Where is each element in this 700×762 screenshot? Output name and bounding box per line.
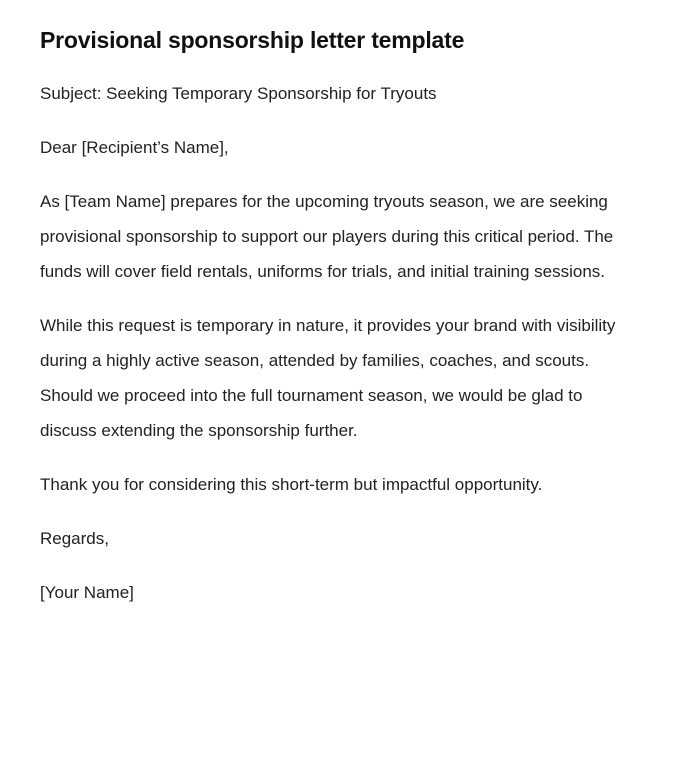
letter-subject-line: Subject: Seeking Temporary Sponsorship for Tryouts (40, 83, 437, 103)
letter-body-paragraph-1: As [Team Name] prepares for the upcoming tryouts season, we are seeking provisional sponsorship to support our players during this critical period. The funds will cover field rentals, uniforms for trials, and initial training sessions. (40, 191, 614, 281)
letter-body-paragraph-2: While this request is temporary in nature, it provides your brand with visibility during a highly active season, attended by families, coaches, and scouts. Should we proceed into the full tournament season, we would be glad to discuss extending the sponsorship further. (40, 315, 616, 440)
page-title: Provisional sponsorship letter template (40, 27, 465, 53)
letter-body-paragraph-3: Thank you for considering this short-term but impactful opportunity. (40, 474, 543, 494)
letter-closing: Regards, (40, 528, 109, 548)
letter-salutation: Dear [Recipient’s Name], (40, 137, 229, 157)
letter-signature: [Your Name] (40, 582, 134, 602)
